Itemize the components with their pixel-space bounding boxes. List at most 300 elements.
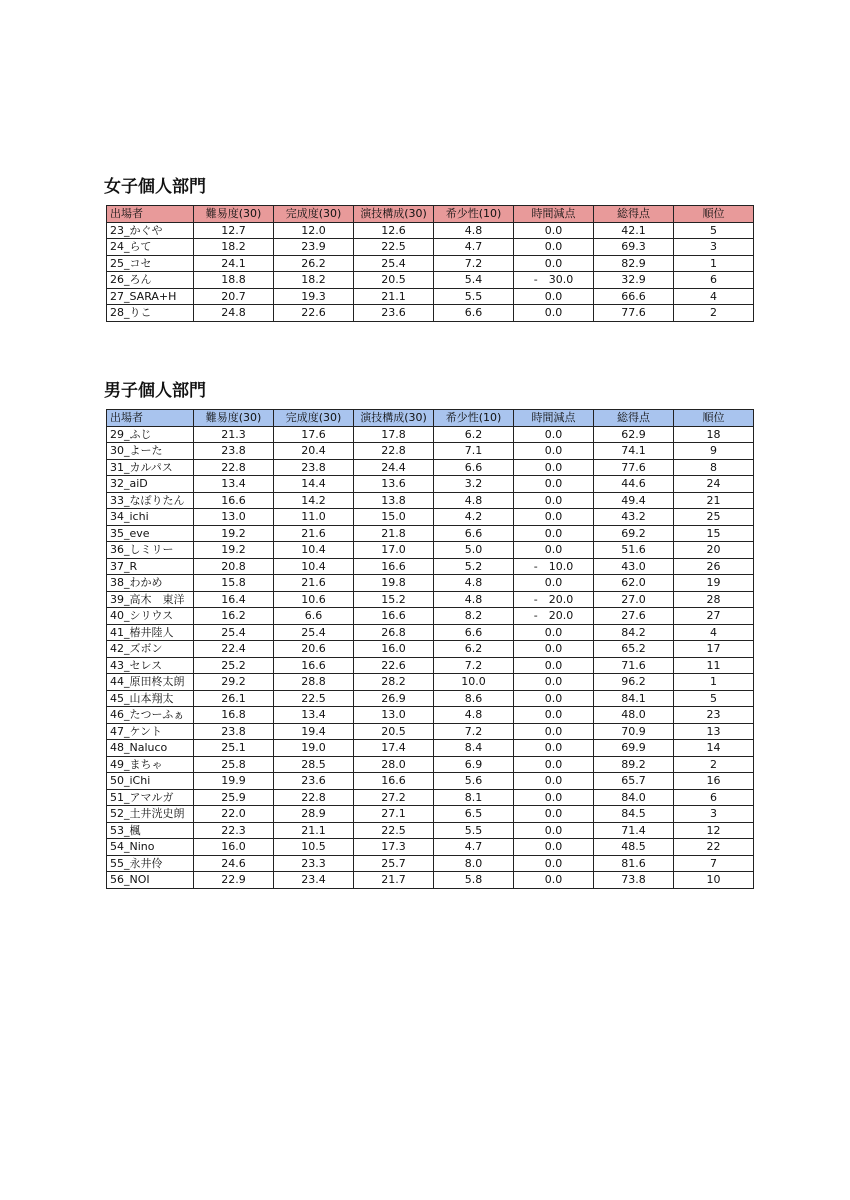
score-cell: 16.2 xyxy=(194,608,274,625)
score-cell: 0.0 xyxy=(514,575,594,592)
score-cell: 43.0 xyxy=(594,558,674,575)
score-cell: 96.2 xyxy=(594,674,674,691)
score-cell: 71.4 xyxy=(594,822,674,839)
score-cell: 16.6 xyxy=(354,608,434,625)
table-row xyxy=(107,239,754,256)
score-cell: 21.8 xyxy=(354,525,434,542)
score-cell: 16.4 xyxy=(194,591,274,608)
score-cell: 13.4 xyxy=(274,707,354,724)
score-cell: 21.7 xyxy=(354,872,434,889)
table-row xyxy=(107,855,754,872)
score-cell: 20.8 xyxy=(194,558,274,575)
score-cell: 7.2 xyxy=(434,255,514,272)
score-cell: 0.0 xyxy=(514,839,594,856)
score-cell: 12.0 xyxy=(274,222,354,239)
score-cell: 18.8 xyxy=(194,272,274,289)
score-cell: 0.0 xyxy=(514,707,594,724)
column-header: 難易度(30) xyxy=(194,410,274,427)
score-cell: 8.1 xyxy=(434,789,514,806)
men-score-table xyxy=(106,409,754,889)
score-cell: 20.5 xyxy=(354,723,434,740)
column-header: 出場者 xyxy=(107,410,194,427)
score-cell: 6.2 xyxy=(434,641,514,658)
score-cell: 22.5 xyxy=(354,239,434,256)
column-header: 出場者 xyxy=(107,206,194,223)
score-cell: 69.9 xyxy=(594,740,674,757)
score-cell: 13.0 xyxy=(194,509,274,526)
table-row xyxy=(107,756,754,773)
table-row xyxy=(107,476,754,493)
score-cell: 0.0 xyxy=(514,222,594,239)
score-cell: 0.0 xyxy=(514,476,594,493)
score-cell: 6.2 xyxy=(434,426,514,443)
table-row xyxy=(107,459,754,476)
score-cell: 4.8 xyxy=(434,222,514,239)
score-cell: 5.5 xyxy=(434,288,514,305)
men-section-title: 男子個人部門 xyxy=(104,381,206,401)
score-cell: 0.0 xyxy=(514,855,594,872)
score-cell: 20.5 xyxy=(354,272,434,289)
score-cell: 22.3 xyxy=(194,822,274,839)
table-row xyxy=(107,542,754,559)
table-row xyxy=(107,773,754,790)
score-cell: 0.0 xyxy=(514,690,594,707)
table-row xyxy=(107,839,754,856)
contestant-name-cell: 44_原田柊太朗 xyxy=(107,674,194,691)
score-cell: 6.5 xyxy=(434,806,514,823)
score-cell: 62.0 xyxy=(594,575,674,592)
score-cell: 19.4 xyxy=(274,723,354,740)
table-row xyxy=(107,641,754,658)
score-cell: 0.0 xyxy=(514,723,594,740)
score-cell: 25.8 xyxy=(194,756,274,773)
contestant-name-cell: 24_らて xyxy=(107,239,194,256)
score-cell: 8 xyxy=(674,459,754,476)
score-cell: 20.6 xyxy=(274,641,354,658)
score-cell: 84.0 xyxy=(594,789,674,806)
score-cell: 18.2 xyxy=(194,239,274,256)
score-cell: 17.0 xyxy=(354,542,434,559)
score-cell: 14.2 xyxy=(274,492,354,509)
score-cell: 7 xyxy=(674,855,754,872)
score-cell: 3.2 xyxy=(434,476,514,493)
score-cell: 1 xyxy=(674,674,754,691)
table-row xyxy=(107,822,754,839)
score-cell: 21.1 xyxy=(274,822,354,839)
contestant-name-cell: 28_りこ xyxy=(107,305,194,322)
score-cell: 28.0 xyxy=(354,756,434,773)
score-cell: 8.0 xyxy=(434,855,514,872)
table-row xyxy=(107,492,754,509)
table-row xyxy=(107,575,754,592)
contestant-name-cell: 39_高木 東洋 xyxy=(107,591,194,608)
score-cell: 77.6 xyxy=(594,459,674,476)
score-cell: 12 xyxy=(674,822,754,839)
score-cell: 12.6 xyxy=(354,222,434,239)
header-row xyxy=(107,206,754,223)
contestant-name-cell: 23_かぐや xyxy=(107,222,194,239)
score-cell: 22.5 xyxy=(354,822,434,839)
table-row xyxy=(107,740,754,757)
score-cell: 12.7 xyxy=(194,222,274,239)
men-table-body xyxy=(107,426,754,888)
score-cell: 26.8 xyxy=(354,624,434,641)
score-cell: 24.4 xyxy=(354,459,434,476)
header-row xyxy=(107,410,754,427)
score-cell: 48.5 xyxy=(594,839,674,856)
contestant-name-cell: 32_aiD xyxy=(107,476,194,493)
score-cell: 0.0 xyxy=(514,872,594,889)
score-cell: 6.6 xyxy=(434,525,514,542)
score-cell: - 20.0 xyxy=(514,591,594,608)
score-cell: 0.0 xyxy=(514,740,594,757)
table-row xyxy=(107,707,754,724)
score-cell: 0.0 xyxy=(514,822,594,839)
score-cell: 0.0 xyxy=(514,492,594,509)
score-cell: 23.4 xyxy=(274,872,354,889)
score-cell: 77.6 xyxy=(594,305,674,322)
table-row xyxy=(107,872,754,889)
score-cell: 25.7 xyxy=(354,855,434,872)
score-cell: 4 xyxy=(674,288,754,305)
score-cell: 4.7 xyxy=(434,839,514,856)
score-cell: 19.3 xyxy=(274,288,354,305)
score-cell: 0.0 xyxy=(514,641,594,658)
score-cell: 48.0 xyxy=(594,707,674,724)
score-cell: 7.1 xyxy=(434,443,514,460)
score-cell: 81.6 xyxy=(594,855,674,872)
score-cell: 0.0 xyxy=(514,806,594,823)
score-cell: 28.9 xyxy=(274,806,354,823)
score-cell: 44.6 xyxy=(594,476,674,493)
table-row xyxy=(107,272,754,289)
column-header: 総得点 xyxy=(594,206,674,223)
score-cell: 23.8 xyxy=(194,723,274,740)
women-section-title: 女子個人部門 xyxy=(104,177,206,197)
score-cell: 62.9 xyxy=(594,426,674,443)
score-cell: 13.0 xyxy=(354,707,434,724)
contestant-name-cell: 36_しミリー xyxy=(107,542,194,559)
score-cell: 0.0 xyxy=(514,756,594,773)
score-cell: 7.2 xyxy=(434,723,514,740)
score-cell: 18.2 xyxy=(274,272,354,289)
score-cell: 2 xyxy=(674,305,754,322)
table-row xyxy=(107,674,754,691)
score-cell: 16.6 xyxy=(354,773,434,790)
contestant-name-cell: 37_R xyxy=(107,558,194,575)
contestant-name-cell: 56_NOI xyxy=(107,872,194,889)
score-cell: 69.3 xyxy=(594,239,674,256)
score-cell: 25.2 xyxy=(194,657,274,674)
score-cell: 8.6 xyxy=(434,690,514,707)
contestant-name-cell: 54_Nino xyxy=(107,839,194,856)
table-row xyxy=(107,591,754,608)
score-cell: 13.8 xyxy=(354,492,434,509)
score-cell: 19.9 xyxy=(194,773,274,790)
score-cell: 4.8 xyxy=(434,591,514,608)
score-cell: 3 xyxy=(674,806,754,823)
table-row xyxy=(107,789,754,806)
score-cell: 5 xyxy=(674,690,754,707)
contestant-name-cell: 55_永井伶 xyxy=(107,855,194,872)
score-cell: 0.0 xyxy=(514,288,594,305)
score-cell: 4.7 xyxy=(434,239,514,256)
score-cell: 25.9 xyxy=(194,789,274,806)
score-cell: 21.1 xyxy=(354,288,434,305)
score-cell: 5.2 xyxy=(434,558,514,575)
score-cell: 10.0 xyxy=(434,674,514,691)
score-cell: 14 xyxy=(674,740,754,757)
score-cell: 22.8 xyxy=(274,789,354,806)
score-cell: 5.4 xyxy=(434,272,514,289)
score-cell: 23.6 xyxy=(274,773,354,790)
score-cell: 0.0 xyxy=(514,509,594,526)
table-row xyxy=(107,288,754,305)
score-cell: 20.7 xyxy=(194,288,274,305)
table-row xyxy=(107,509,754,526)
score-cell: 28.2 xyxy=(354,674,434,691)
table-row xyxy=(107,443,754,460)
column-header: 時間減点 xyxy=(514,410,594,427)
contestant-name-cell: 46_たつーふぁ xyxy=(107,707,194,724)
contestant-name-cell: 25_コセ xyxy=(107,255,194,272)
contestant-name-cell: 38_わかめ xyxy=(107,575,194,592)
score-cell: 19.8 xyxy=(354,575,434,592)
score-cell: 22.9 xyxy=(194,872,274,889)
score-cell: 16.0 xyxy=(194,839,274,856)
column-header: 希少性(10) xyxy=(434,410,514,427)
column-header: 順位 xyxy=(674,206,754,223)
table-row xyxy=(107,806,754,823)
score-cell: - 20.0 xyxy=(514,608,594,625)
score-cell: 20 xyxy=(674,542,754,559)
score-cell: 0.0 xyxy=(514,773,594,790)
score-cell: 82.9 xyxy=(594,255,674,272)
score-cell: 21.6 xyxy=(274,575,354,592)
score-cell: 84.5 xyxy=(594,806,674,823)
score-cell: 0.0 xyxy=(514,674,594,691)
score-cell: 10.4 xyxy=(274,542,354,559)
score-cell: 11.0 xyxy=(274,509,354,526)
score-cell: 5.0 xyxy=(434,542,514,559)
score-cell: 17.8 xyxy=(354,426,434,443)
table-row xyxy=(107,558,754,575)
score-cell: 28.5 xyxy=(274,756,354,773)
contestant-name-cell: 53_楓 xyxy=(107,822,194,839)
women-table-body xyxy=(107,222,754,321)
score-cell: 4 xyxy=(674,624,754,641)
contestant-name-cell: 33_なぽりたん xyxy=(107,492,194,509)
score-cell: 0.0 xyxy=(514,443,594,460)
score-cell: 9 xyxy=(674,443,754,460)
score-cell: 6.6 xyxy=(434,624,514,641)
contestant-name-cell: 40_シリウス xyxy=(107,608,194,625)
contestant-name-cell: 26_ろん xyxy=(107,272,194,289)
men-table-header xyxy=(107,410,754,427)
score-cell: 6 xyxy=(674,789,754,806)
score-cell: 27.6 xyxy=(594,608,674,625)
score-cell: 89.2 xyxy=(594,756,674,773)
score-cell: 16.6 xyxy=(194,492,274,509)
score-cell: 16 xyxy=(674,773,754,790)
score-cell: 17.4 xyxy=(354,740,434,757)
score-cell: 21.3 xyxy=(194,426,274,443)
score-cell: 24.8 xyxy=(194,305,274,322)
score-cell: 22.8 xyxy=(354,443,434,460)
table-row xyxy=(107,525,754,542)
column-header: 時間減点 xyxy=(514,206,594,223)
contestant-name-cell: 31_カルパス xyxy=(107,459,194,476)
score-cell: 24.1 xyxy=(194,255,274,272)
score-cell: 7.2 xyxy=(434,657,514,674)
contestant-name-cell: 35_eve xyxy=(107,525,194,542)
score-cell: 49.4 xyxy=(594,492,674,509)
score-cell: 8.4 xyxy=(434,740,514,757)
score-cell: 19 xyxy=(674,575,754,592)
score-cell: 8.2 xyxy=(434,608,514,625)
table-row xyxy=(107,723,754,740)
score-cell: 0.0 xyxy=(514,525,594,542)
score-cell: - 10.0 xyxy=(514,558,594,575)
score-cell: 0.0 xyxy=(514,426,594,443)
score-cell: 17 xyxy=(674,641,754,658)
score-cell: 5 xyxy=(674,222,754,239)
score-cell: 16.6 xyxy=(354,558,434,575)
contestant-name-cell: 43_セレス xyxy=(107,657,194,674)
score-cell: 21.6 xyxy=(274,525,354,542)
score-cell: 6.9 xyxy=(434,756,514,773)
score-cell: 2 xyxy=(674,756,754,773)
score-cell: 22 xyxy=(674,839,754,856)
table-row xyxy=(107,305,754,322)
score-cell: 0.0 xyxy=(514,305,594,322)
contestant-name-cell: 27_SARA+H xyxy=(107,288,194,305)
score-cell: - 30.0 xyxy=(514,272,594,289)
score-cell: 6.6 xyxy=(434,459,514,476)
score-cell: 6 xyxy=(674,272,754,289)
score-cell: 65.2 xyxy=(594,641,674,658)
score-cell: 22.6 xyxy=(354,657,434,674)
score-cell: 10.4 xyxy=(274,558,354,575)
score-cell: 10 xyxy=(674,872,754,889)
score-cell: 24 xyxy=(674,476,754,493)
score-cell: 17.3 xyxy=(354,839,434,856)
score-cell: 74.1 xyxy=(594,443,674,460)
score-cell: 23.9 xyxy=(274,239,354,256)
score-cell: 15 xyxy=(674,525,754,542)
column-header: 希少性(10) xyxy=(434,206,514,223)
column-header: 総得点 xyxy=(594,410,674,427)
score-cell: 19.0 xyxy=(274,740,354,757)
score-cell: 28.8 xyxy=(274,674,354,691)
score-cell: 16.6 xyxy=(274,657,354,674)
score-cell: 51.6 xyxy=(594,542,674,559)
score-cell: 23.3 xyxy=(274,855,354,872)
score-cell: 0.0 xyxy=(514,542,594,559)
contestant-name-cell: 50_iChi xyxy=(107,773,194,790)
score-cell: 25.4 xyxy=(274,624,354,641)
score-cell: 25.4 xyxy=(354,255,434,272)
score-cell: 28 xyxy=(674,591,754,608)
score-cell: 22.5 xyxy=(274,690,354,707)
women-score-table xyxy=(106,205,754,322)
score-cell: 26 xyxy=(674,558,754,575)
contestant-name-cell: 51_アマルガ xyxy=(107,789,194,806)
score-cell: 25.4 xyxy=(194,624,274,641)
score-cell: 27.0 xyxy=(594,591,674,608)
score-cell: 6.6 xyxy=(274,608,354,625)
score-cell: 23.6 xyxy=(354,305,434,322)
score-cell: 25.1 xyxy=(194,740,274,757)
score-cell: 4.8 xyxy=(434,707,514,724)
score-cell: 26.1 xyxy=(194,690,274,707)
score-cell: 25 xyxy=(674,509,754,526)
score-cell: 43.2 xyxy=(594,509,674,526)
score-cell: 1 xyxy=(674,255,754,272)
score-cell: 13 xyxy=(674,723,754,740)
women-table-header xyxy=(107,206,754,223)
score-cell: 71.6 xyxy=(594,657,674,674)
score-cell: 5.6 xyxy=(434,773,514,790)
score-cell: 11 xyxy=(674,657,754,674)
score-cell: 6.6 xyxy=(434,305,514,322)
score-cell: 0.0 xyxy=(514,239,594,256)
score-cell: 10.6 xyxy=(274,591,354,608)
score-cell: 22.0 xyxy=(194,806,274,823)
score-cell: 13.4 xyxy=(194,476,274,493)
score-cell: 15.2 xyxy=(354,591,434,608)
score-cell: 22.8 xyxy=(194,459,274,476)
column-header: 演技構成(30) xyxy=(354,410,434,427)
score-cell: 14.4 xyxy=(274,476,354,493)
contestant-name-cell: 49_まちゃ xyxy=(107,756,194,773)
score-cell: 20.4 xyxy=(274,443,354,460)
score-cell: 5.5 xyxy=(434,822,514,839)
score-cell: 19.2 xyxy=(194,525,274,542)
contestant-name-cell: 30_よーた xyxy=(107,443,194,460)
score-cell: 13.6 xyxy=(354,476,434,493)
score-cell: 27 xyxy=(674,608,754,625)
score-cell: 23.8 xyxy=(274,459,354,476)
score-cell: 5.8 xyxy=(434,872,514,889)
score-cell: 27.2 xyxy=(354,789,434,806)
score-cell: 84.1 xyxy=(594,690,674,707)
column-header: 難易度(30) xyxy=(194,206,274,223)
score-cell: 26.2 xyxy=(274,255,354,272)
contestant-name-cell: 34_ichi xyxy=(107,509,194,526)
score-cell: 4.8 xyxy=(434,575,514,592)
score-cell: 4.8 xyxy=(434,492,514,509)
score-cell: 15.0 xyxy=(354,509,434,526)
contestant-name-cell: 52_土井洸史朗 xyxy=(107,806,194,823)
score-cell: 66.6 xyxy=(594,288,674,305)
score-cell: 42.1 xyxy=(594,222,674,239)
score-cell: 24.6 xyxy=(194,855,274,872)
score-cell: 22.6 xyxy=(274,305,354,322)
table-row xyxy=(107,426,754,443)
contestant-name-cell: 42_ズボン xyxy=(107,641,194,658)
score-cell: 32.9 xyxy=(594,272,674,289)
score-cell: 27.1 xyxy=(354,806,434,823)
column-header: 順位 xyxy=(674,410,754,427)
contestant-name-cell: 29_ふじ xyxy=(107,426,194,443)
table-row xyxy=(107,657,754,674)
score-cell: 0.0 xyxy=(514,789,594,806)
score-cell: 22.4 xyxy=(194,641,274,658)
score-cell: 23.8 xyxy=(194,443,274,460)
table-row xyxy=(107,624,754,641)
table-row xyxy=(107,222,754,239)
